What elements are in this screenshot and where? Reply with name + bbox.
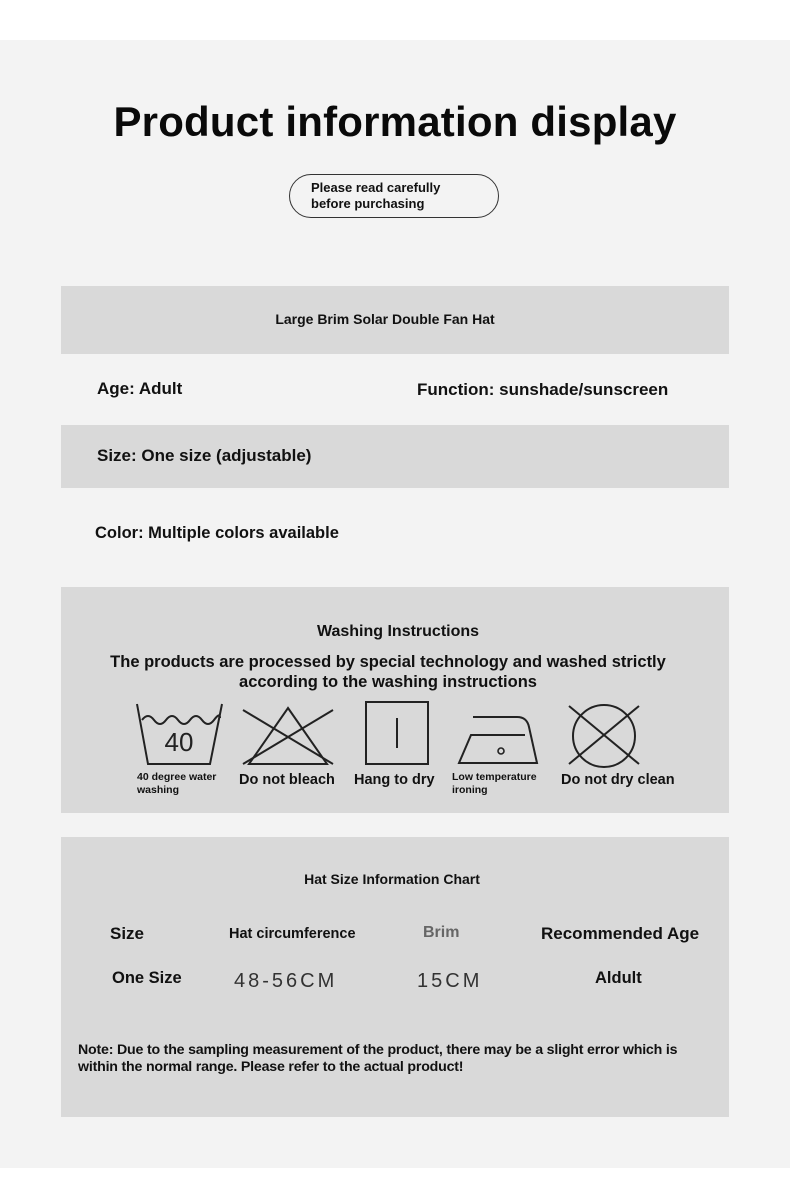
wash-40-label: [137, 771, 237, 797]
color-attribute: Color: Multiple colors available: [95, 524, 339, 542]
cell-recommended-age: Aldult: [595, 969, 642, 987]
note-line-1: Note: Due to the sampling measurement of the product, there may be a slight error which is: [78, 1042, 678, 1058]
washing-instructions-band: [61, 587, 729, 813]
low-temp-iron-label-line-2: ironing: [452, 784, 488, 796]
notice-pill: [289, 174, 499, 218]
note-line-2: within the normal range. Please refer to the actual product!: [78, 1059, 464, 1075]
cell-hat-circumference: 48-56CM: [234, 970, 338, 992]
no-dry-clean-icon: [565, 702, 643, 768]
cell-size: One Size: [112, 969, 182, 987]
low-temp-iron-label-line-1: Low temperature: [452, 771, 537, 783]
no-bleach-icon: [241, 702, 335, 768]
low-temp-iron-label: [452, 771, 557, 797]
no-dry-clean-label: Do not dry clean: [561, 772, 675, 788]
size-chart-band: [61, 837, 729, 1117]
page-title: Product information display: [113, 98, 677, 145]
hang-dry-icon: [364, 700, 430, 766]
header-hat-circumference: Hat circumference: [229, 926, 356, 942]
page-panel: [0, 40, 790, 1168]
product-name: Large Brim Solar Double Fan Hat: [275, 311, 495, 327]
header-recommended-age: Recommended Age: [541, 924, 700, 943]
wash-40-label-line-2: washing: [137, 784, 180, 796]
header-brim: Brim: [423, 924, 460, 941]
wash-40-label-line-1: 40 degree water: [137, 771, 217, 783]
low-temp-iron-icon: [457, 715, 539, 765]
hang-dry-label: Hang to dry: [354, 772, 435, 788]
wash-40-icon: [134, 700, 226, 768]
notice-line-2: before purchasing: [311, 196, 425, 211]
washing-title: Washing Instructions: [316, 623, 480, 640]
washing-desc-line-1: The products are processed by special technology and washed strictly: [110, 653, 666, 671]
header-size: Size: [110, 924, 145, 943]
age-attribute: Age: Adult: [97, 379, 183, 398]
function-attribute: Function: sunshade/sunscreen: [417, 380, 669, 399]
product-name-band: [61, 286, 729, 354]
washing-desc-line-2: according to the washing instructions: [239, 673, 537, 691]
notice-line-1: Please read carefully: [311, 180, 441, 195]
cell-brim: 15CM: [417, 970, 483, 992]
size-band: [61, 425, 729, 488]
wash-temperature-number: 40: [164, 727, 194, 757]
no-bleach-label: Do not bleach: [239, 772, 335, 788]
size-attribute: Size: One size (adjustable): [97, 446, 312, 465]
size-chart-title: Hat Size Information Chart: [304, 871, 480, 887]
